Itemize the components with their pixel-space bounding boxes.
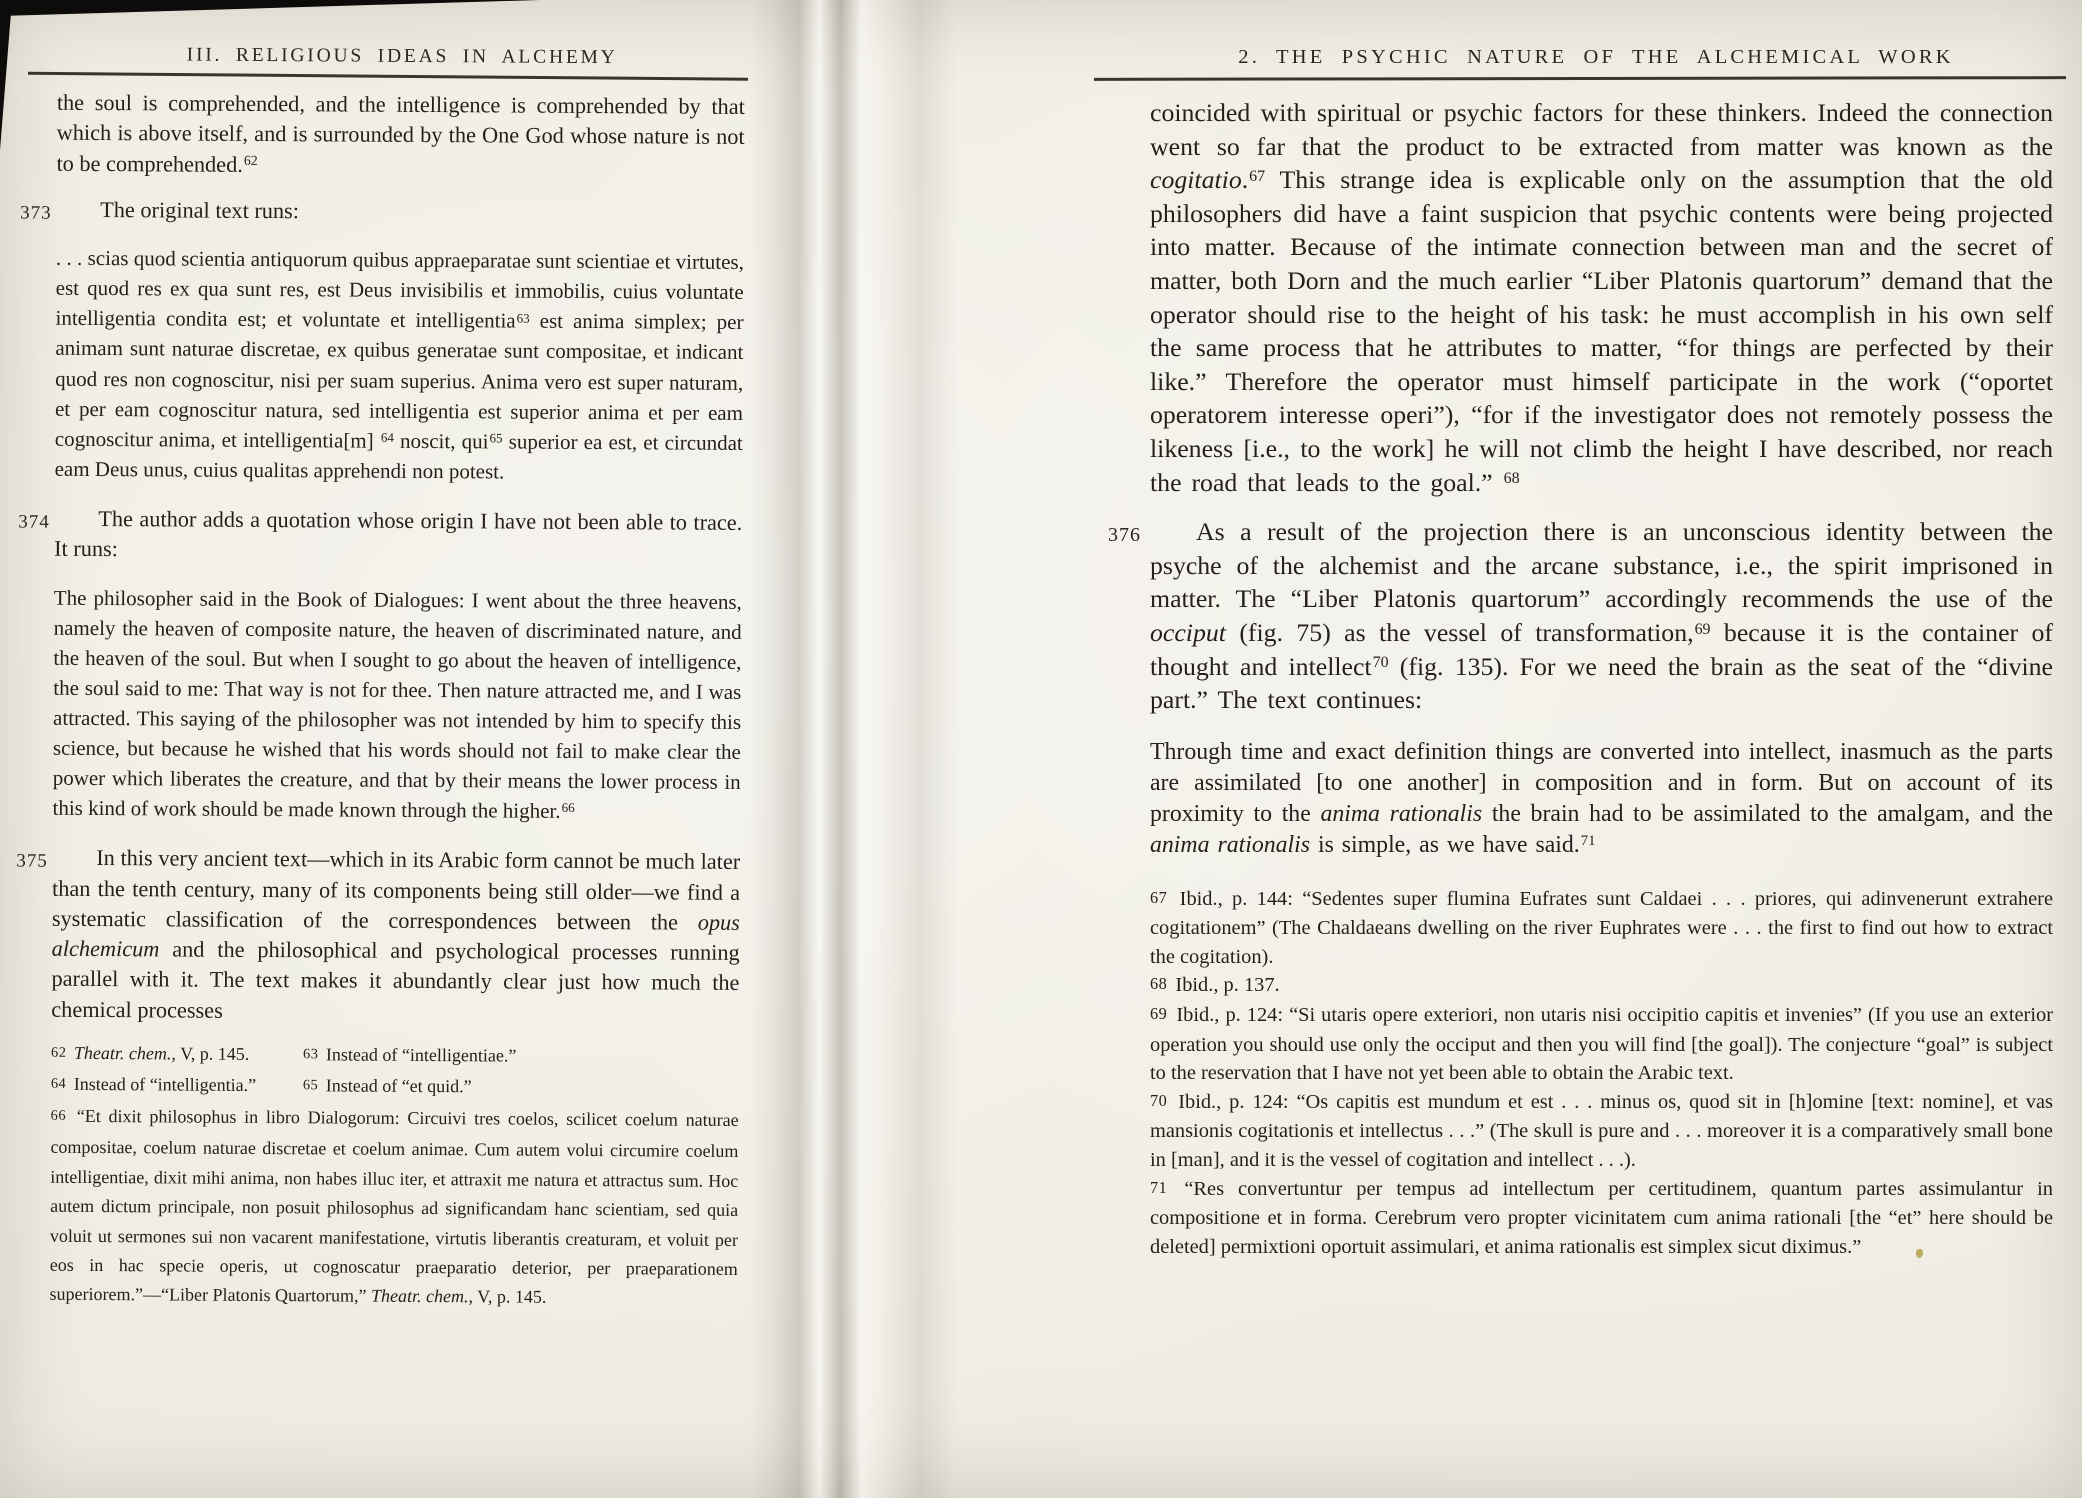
text-run: and the philosophical and psychological processes running parallel with it. The text makes it abundantly clear just how much the chemical processes [51, 936, 740, 1023]
footnote-number: 65 [302, 1077, 319, 1094]
footnote-reference: 66 [561, 800, 575, 816]
left-running-head: III. RELIGIOUS IDEAS IN ALCHEMY [186, 44, 618, 69]
footnote-number: 66 [50, 1107, 67, 1124]
footnote-63 [303, 1040, 739, 1074]
through-time-quotation-block [1150, 737, 2053, 861]
text-run: superior ea est, et circundat eam Deus unus, cuius qualitas apprehendi non potest. [54, 429, 743, 484]
paragraph-376 [1108, 515, 2053, 717]
text-run: Through time and exact definition things are converted into intellect, inasmuch as the parts are assimilated [to one another] in composition and in form. But on account of its proximity to the [1150, 738, 2053, 827]
footnote-number: 68 [1150, 974, 1168, 994]
footnote-reference: 62 [243, 153, 258, 169]
footnote-number: 62 [51, 1044, 67, 1061]
footnote-65 [303, 1072, 739, 1106]
footnote-number: 67 [1150, 887, 1168, 907]
italic-text-run: Theatr. chem., [370, 1285, 474, 1307]
footnote-number: 70 [1150, 1090, 1168, 1110]
left-head-rule [28, 72, 748, 81]
italic-text-run: cogitatio [1150, 165, 1242, 195]
footnote-68 [1150, 971, 2053, 1001]
footnote-number: 69 [1150, 1004, 1168, 1024]
paragraph-376-text [1150, 517, 2053, 714]
left-page [0, 0, 800, 1498]
text-run: “Et dixit philosophus in libro Dialogorum: Circuivi tres coelos, scilicet coelum naturae compositae, coelum naturae discretae et coelum animae. Cum autem volui circumire coelum intelligentiae, dixit mihi anima, non habes illuc iter, et attraxit me natura et attractus sum. Hoc autem dictum principale, non posuit philosophus ad significandam hanc scientiam, sed quia voluit ut sermones sui non vacarent manifestatione, virtutis liberantis creaturam, et voluit per eos in hac specie operis, ut cognoscatur praeparatio deterior, per praeparationem superiorem.”—“Liber Platonis Quartorum,” [49, 1105, 739, 1306]
left-footnotes [49, 1039, 739, 1314]
footnote-reference: 71 [1580, 833, 1596, 850]
text-run: (fig. 75) as the vessel of transformation, [1225, 617, 1694, 647]
footnote-66 [49, 1102, 738, 1314]
philosopher-quotation-block [52, 582, 741, 827]
text-run: Instead of “intelligentia.” [69, 1074, 257, 1096]
text-run: Ibid., p. 144: “Sedentes super flumina Eufrates sunt Caldaei . . . priores, qui adinvenerunt extrahere cogitationem” (The Chaldaeans dwelling on the river Euphrates were . . . the first to find out how to extract the cogitation). [1150, 887, 2053, 968]
footnote-reference: 64 [380, 429, 394, 445]
footnote-number: 64 [50, 1076, 67, 1093]
text-run: This strange idea is explicable only on the assumption that the old philosophers did have a faint suspicion that psychic contents were being projected into matter. Because of the intimate connection between man and the secret of matter, both Dorn and the much earlier “Liber Platonis quartorum” demand that the operator should rise to the height of his task: he must accomplish in his own self the same process that he attributes to matter, “for things are perfected by their like.” Therefore the operator must himself participate in the work (“oportet operatorem interesse operi”), “for if the investigator does not remotely possess the likeness [i.e., to the work] he will not climb the height I have described, nor reach the road that leads to the goal.” [1150, 165, 2053, 497]
latin-quotation-block [55, 243, 744, 488]
paragraph-373 [20, 195, 744, 229]
paragraph-number-373: 373 [20, 202, 52, 224]
paragraph-number-375: 375 [16, 850, 48, 872]
text-run: (fig. 135). For we need the brain as the seat of the “divine part.” The text continues: [1150, 651, 2053, 715]
text-run: is simple, as we have said. [1310, 831, 1580, 858]
right-page [1086, 0, 2082, 1498]
text-run: noscit, qui [393, 428, 489, 454]
footnote-row-2 [51, 1070, 739, 1106]
text-run: Ibid., p. 124: “Si utaris opere exteriori, non utaris nisi occipitio capitis et invenies” (If you use an exterior operation you should use only the occiput and then you will find [the goal]). The conjecture “goal” is subject to the reservation that I have not yet been able to obtain the Arabic text. [1150, 1004, 2053, 1085]
footnote-62 [51, 1039, 303, 1072]
paragraph-number-376: 376 [1108, 524, 1141, 547]
text-run: . [1241, 165, 1249, 195]
text-run: the brain had to be assimilated to the amalgam, and the [1482, 800, 2053, 827]
footnote-69 [1150, 1001, 2053, 1088]
footnote-reference: 65 [489, 430, 503, 446]
italic-text-run: Theatr. chem., [73, 1042, 177, 1064]
text-run: coincided with spiritual or psychic factors for these thinkers. Indeed the connection went so far that the product to be extracted from matter was known as the [1150, 98, 2053, 161]
footnote-number: 71 [1150, 1177, 1168, 1197]
footnote-64 [51, 1070, 303, 1103]
footnote-row-1 [51, 1039, 739, 1075]
text-run: V, p. 145. [472, 1286, 547, 1308]
right-running-head: 2. THE PSYCHIC NATURE OF THE ALCHEMICAL WORK [1238, 46, 1954, 68]
text-run: “Res convertuntur per tempus ad intellectum per certitudinem, quantum partes assimulantur in compositione et in forma. Cerebrum vero propter vicinitatem cum anima rationali [the “et” here should be deleted] permixtioni oportuit assimulari, et anima rationalis est simplex sicut diximus.” [1150, 1177, 2053, 1258]
text-run: The original text runs: [100, 196, 300, 224]
footnote-reference: 68 [1503, 470, 1520, 488]
italic-text-run: occiput [1150, 617, 1226, 647]
paragraph-375 [16, 843, 741, 1029]
text-run: Instead of “intelligentiae.” [321, 1044, 517, 1066]
text-run: the soul is comprehended, and the intelligence is comprehended by that which is above itself, and is surrounded by the One God whose nature is not to be comprehended. [56, 89, 745, 177]
text-run: because it is the container of thought and intellect [1150, 617, 2053, 681]
footnote-reference: 69 [1694, 620, 1711, 638]
text-run: . . . scias quod scientia antiquorum quibus appraeparatae sunt scientiae et virtutes, est quod res ex qua sunt res, est Deus invisibilis et immobilis, cuius voluntate intelligentia condita est; et voluntate et intelligentia [55, 245, 744, 333]
paragraph-373-text [100, 197, 299, 223]
right-text-column [1108, 96, 2053, 1261]
text-run: The philosopher said in the Book of Dialogues: I went about the three heavens, namely the heaven of composite nature, the heaven of discriminated nature, and the heaven of the soul. But when I sought to go about the heaven of intelligence, the soul said to me: That way is not for thee. Then nature attracted me, and I was attracted. This saying of the philosopher was not intended by him to specify this science, but because he wished that his words should not fail to make clear the power which liberates the creature, and that by their means the lower process in this kind of work should be made known through the higher. [52, 585, 742, 824]
footnote-reference: 70 [1372, 654, 1389, 672]
text-run: est anima simplex; per animam sunt naturae discretae, ex quibus generatae sunt compositae, et indicant quod res non cognoscitur, nisi per suam superius. Anima vero est super naturam, et per eam cognoscitur natura, sed intelligentia est superior anima et per eam cognoscitur anima, et intelligentia[m] [54, 309, 744, 453]
left-text-column [16, 88, 745, 1314]
text-run: Ibid., p. 137. [1170, 974, 1280, 997]
text-run: Instead of “et quid.” [321, 1075, 472, 1097]
paragraph-374 [18, 504, 743, 569]
right-footnotes [1150, 885, 2053, 1262]
italic-text-run: opus alchemicum [51, 909, 740, 962]
footnote-67 [1150, 885, 2053, 972]
paragraph-375-text [51, 845, 740, 1022]
footnote-reference: 67 [1249, 168, 1266, 185]
paragraph-number-374: 374 [18, 511, 50, 533]
footnote-71 [1150, 1175, 2053, 1262]
text-run: The author adds a quotation whose origin I have not been able to trace. It runs: [54, 505, 743, 562]
italic-text-run: anima rationalis [1150, 831, 1311, 858]
text-run: Ibid., p. 124: “Os capitis est mundum et est . . . minus os, quod sit in [h]omine [text: nomine], et vas mansionis cogitationis et intellectus . . .” (The skull is pure and . . . moreover it is a comparatively small bone in [man], and it is the vessel of cogitation and intellect . . .). [1150, 1090, 2053, 1172]
paragraph-374-text [54, 506, 742, 561]
right-head-rule [1094, 76, 2066, 81]
footnote-number: 63 [303, 1046, 319, 1063]
footnote-70 [1150, 1088, 2053, 1175]
text-run: V, p. 145. [175, 1043, 250, 1064]
text-run: In this very ancient text—which in its Arabic form cannot be much later than the tenth century, many of its components being still older—we find a systematic classification of the correspondences between the [51, 845, 741, 935]
paragraph-continuation [56, 88, 745, 183]
paragraph-continuation-right [1150, 96, 2053, 499]
italic-text-run: anima rationalis [1320, 800, 1483, 827]
footnote-reference: 63 [516, 310, 530, 326]
text-run: As a result of the projection there is an unconscious identity between the psyche of the alchemist and the arcane substance, i.e., the spirit imprisoned in matter. The “Liber Platonis quartorum” accordingly recommends the use of the [1150, 517, 2053, 614]
